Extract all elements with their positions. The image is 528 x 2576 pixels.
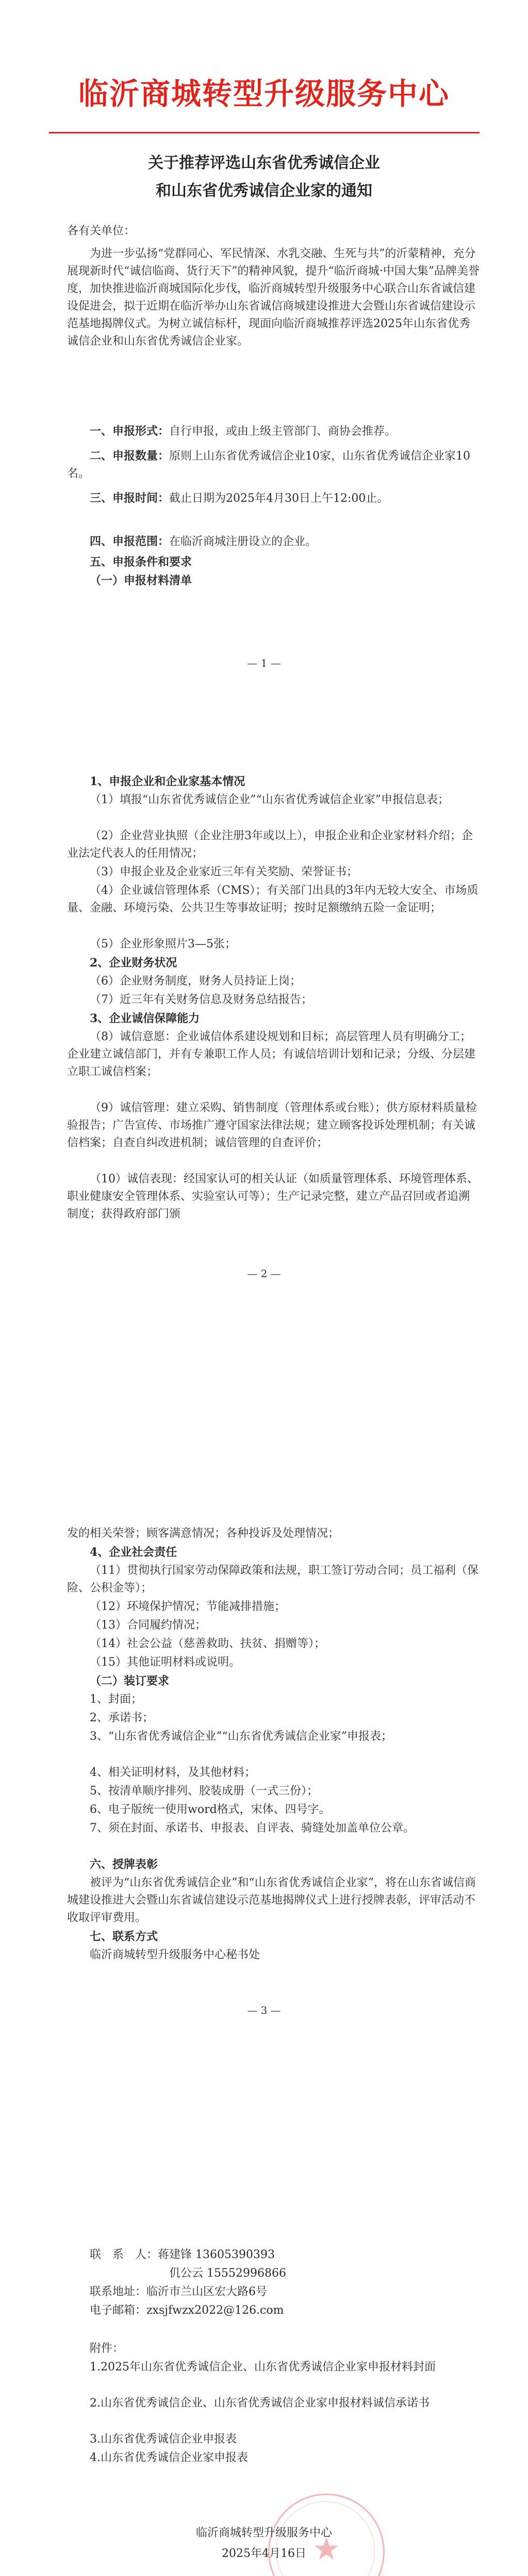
section-2-label: 二、申报数量： <box>90 449 170 463</box>
section-1 <box>67 422 480 440</box>
signing-organization: 临沂商城转型升级服务中心 <box>195 2527 332 2539</box>
attachment-2: 2.山东省优秀诚信企业、山东省优秀诚信企业家申报材料诚信承诺书 <box>90 2397 430 2410</box>
page-2 <box>0 721 528 1443</box>
item-12: （12）环境保护情况；节能减排措施； <box>90 1600 286 1613</box>
heading-binding-requirements: （二）装订要求 <box>90 1674 170 1688</box>
item-15: （15）其他证明材料或说明。 <box>90 1656 240 1669</box>
contact-email: 电子邮箱：zxsjfwzx2022@126.com <box>90 2304 284 2317</box>
signing-date: 2025年4月16日 <box>222 2547 306 2560</box>
section-3 <box>67 489 480 507</box>
heading-finance: 2、企业财务状况 <box>90 956 177 970</box>
item-2: （2）企业营业执照（企业注册3年或以上），申报企业和企业家材料介绍；企业法定代表人的任用情况； <box>67 829 473 860</box>
page-number-3: — 3 — <box>247 2004 281 2016</box>
page-1 <box>0 0 528 721</box>
letterhead-red-rule <box>49 132 480 133</box>
requirement-3: 3、“山东省优秀诚信企业”“山东省优秀诚信企业家”申报表； <box>90 1730 392 1743</box>
section-4-label: 四、申报范围： <box>90 535 170 548</box>
heading-credit-capability: 3、企业诚信保障能力 <box>90 1012 200 1025</box>
letterhead-org-name: 临沂商城转型升级服务中心 <box>78 76 450 111</box>
section-3-label: 三、申报时间： <box>90 492 170 505</box>
section-5-1-heading: （一）申报材料清单 <box>90 574 192 587</box>
section-6-heading: 六、授牌表彰 <box>90 1858 158 1871</box>
section-4 <box>67 533 480 551</box>
attachment-3: 3.山东省优秀诚信企业申报表 <box>90 2433 237 2446</box>
page-number-2: — 2 — <box>247 1267 281 1280</box>
item-1: （1）填报“山东省优秀诚信企业”“山东省优秀诚信企业家”申报信息表； <box>90 793 449 806</box>
attachment-4: 4.山东省优秀诚信企业家申报表 <box>90 2451 248 2464</box>
requirement-5: 5、按清单顺序排列、胶装成册（一式三份）； <box>90 1785 318 1798</box>
contact-person: 联 系 人：蒋建锋 13605390393 <box>90 2248 275 2261</box>
item-9: （9）诚信管理：建立采购、销售制度（管理体系或台账）；供方原材料质量检验报告；广告宣传、市场推广遵守国家法律法规；建立顾客投诉处理机制；有关诚信档案；自查自纠改进机制；诚信管理的自查评价； <box>67 1101 477 1149</box>
item-11: （11）贯彻执行国家劳动保障政策和法规，职工签订劳动合同；员工福利（保险、公积金等）； <box>67 1564 478 1595</box>
item-14: （14）社会公益（慈善救助、扶贫、捐赠等）； <box>90 1637 325 1650</box>
item-10: （10）诚信表现：经国家认可的相关认证（如质量管理体系、环境管理体系、职业健康安全管理体系、实验室认可等）；生产记录完整，建立产品召回或者追溯制度；获得政府部门颁 <box>67 1173 478 1221</box>
page-3 <box>0 1443 528 2164</box>
page-4 <box>0 2164 528 2576</box>
item-4: （4）企业诚信管理体系（CMS）；有关部门出具的3年内无较大安全、市场质量、金融、环境污染、公共卫生等事故证明；按时足额缴纳五险一金证明； <box>67 884 478 914</box>
section-7-text: 临沂商城转型升级服务中心秘书处 <box>90 1948 260 1961</box>
requirement-6: 6、电子版统一使用word格式，宋体、四号字。 <box>90 1803 331 1816</box>
requirement-1: 1、封面； <box>90 1693 142 1706</box>
section-3-text: 截止日期为2025年4月30日上午12:00止。 <box>169 492 389 505</box>
section-6-text: 被评为“山东省优秀诚信企业”和“山东省优秀诚信企业家”，将在山东省诚信商城建设推进大会暨山东省诚信建设示范基地揭牌仪式上进行授牌表彰，评审活动不收取评审费用。 <box>67 1876 476 1924</box>
requirement-2: 2、承诺书； <box>90 1711 154 1724</box>
section-4-text: 在临沂商城注册设立的企业。 <box>169 535 317 548</box>
attachment-1: 1.2025年山东省优秀诚信企业、山东省优秀诚信企业家申报材料封面 <box>90 2361 436 2374</box>
contact-person-2: 仉公云 15552996866 <box>169 2267 286 2280</box>
heading-basic-info: 1、申报企业和企业家基本情况 <box>90 775 245 788</box>
item-13: （13）合同履约情况； <box>90 1619 206 1632</box>
section-2-text: 原则上山东省优秀诚信企业10家，山东省优秀诚信企业家10名。 <box>67 450 471 480</box>
section-7-heading: 七、联系方式 <box>90 1930 158 1943</box>
section-1-text: 自行申报，或由上级主管部门、商协会推荐。 <box>169 425 397 438</box>
item-7: （7）近三年有关财务信息及财务总结报告； <box>90 993 312 1006</box>
item-3: （3）申报企业及企业家近三年有关奖励、荣誉证书； <box>90 866 358 878</box>
intro-paragraph: 为进一步弘扬“党群同心、军民情深、水乳交融、生死与共”的沂蒙精神，充分展现新时代“诚信临商、货行天下”的精神风貌，提升“临沂商城·中国大集”品牌美誉度，加快推进临沂商城国际化步伐，临沂商城转型升级服务中心联合山东省诚信建设促进会，拟于近期在临沂举办山东省诚信商城建设推进大会暨山东省诚信建设示范基地揭牌仪式。为树立诚信标杆，现面向临沂商城推荐评选2025年山东省优秀诚信企业和山东省优秀诚信企业家。 <box>67 247 480 348</box>
section-5-heading: 五、申报条件和要求 <box>90 555 192 569</box>
official-seal-star-icon: ★ <box>312 2531 340 2567</box>
section-2 <box>67 447 480 483</box>
page-number-1: — 1 — <box>247 657 281 669</box>
document-title-line-1: 关于推荐评选山东省优秀诚信企业 <box>148 154 380 172</box>
item-6: （6）企业财务制度，财务人员持证上岗； <box>90 975 301 988</box>
section-1-label: 一、申报形式： <box>90 425 170 438</box>
requirement-4: 4、相关证明材料，及其他材料； <box>90 1766 256 1779</box>
item-5: （5）企业形象照片3—5张； <box>90 938 236 951</box>
salutation: 各有关单位： <box>67 225 136 238</box>
attachments-label: 附件： <box>90 2342 124 2355</box>
requirement-7: 7、须在封面、承诺书、申报表、自评表、骑缝处加盖单位公章。 <box>90 1822 415 1835</box>
heading-social-responsibility: 4、企业社会责任 <box>90 1546 177 1559</box>
contact-address: 联系地址：临沂市兰山区宏大路6号 <box>90 2285 267 2298</box>
document-title-line-2: 和山东省优秀诚信企业家的通知 <box>156 182 372 200</box>
item-10-continued: 发的相关荣誉；顾客满意情况；各种投诉及处理情况； <box>67 1527 340 1540</box>
item-8: （8）诚信意愿：企业诚信体系建设规划和目标；高层管理人员有明确分工；企业建立诚信部门，并有专兼职工作人员；有诚信培训计划和记录；分级、分层建立职工诚信档案； <box>67 1030 476 1078</box>
